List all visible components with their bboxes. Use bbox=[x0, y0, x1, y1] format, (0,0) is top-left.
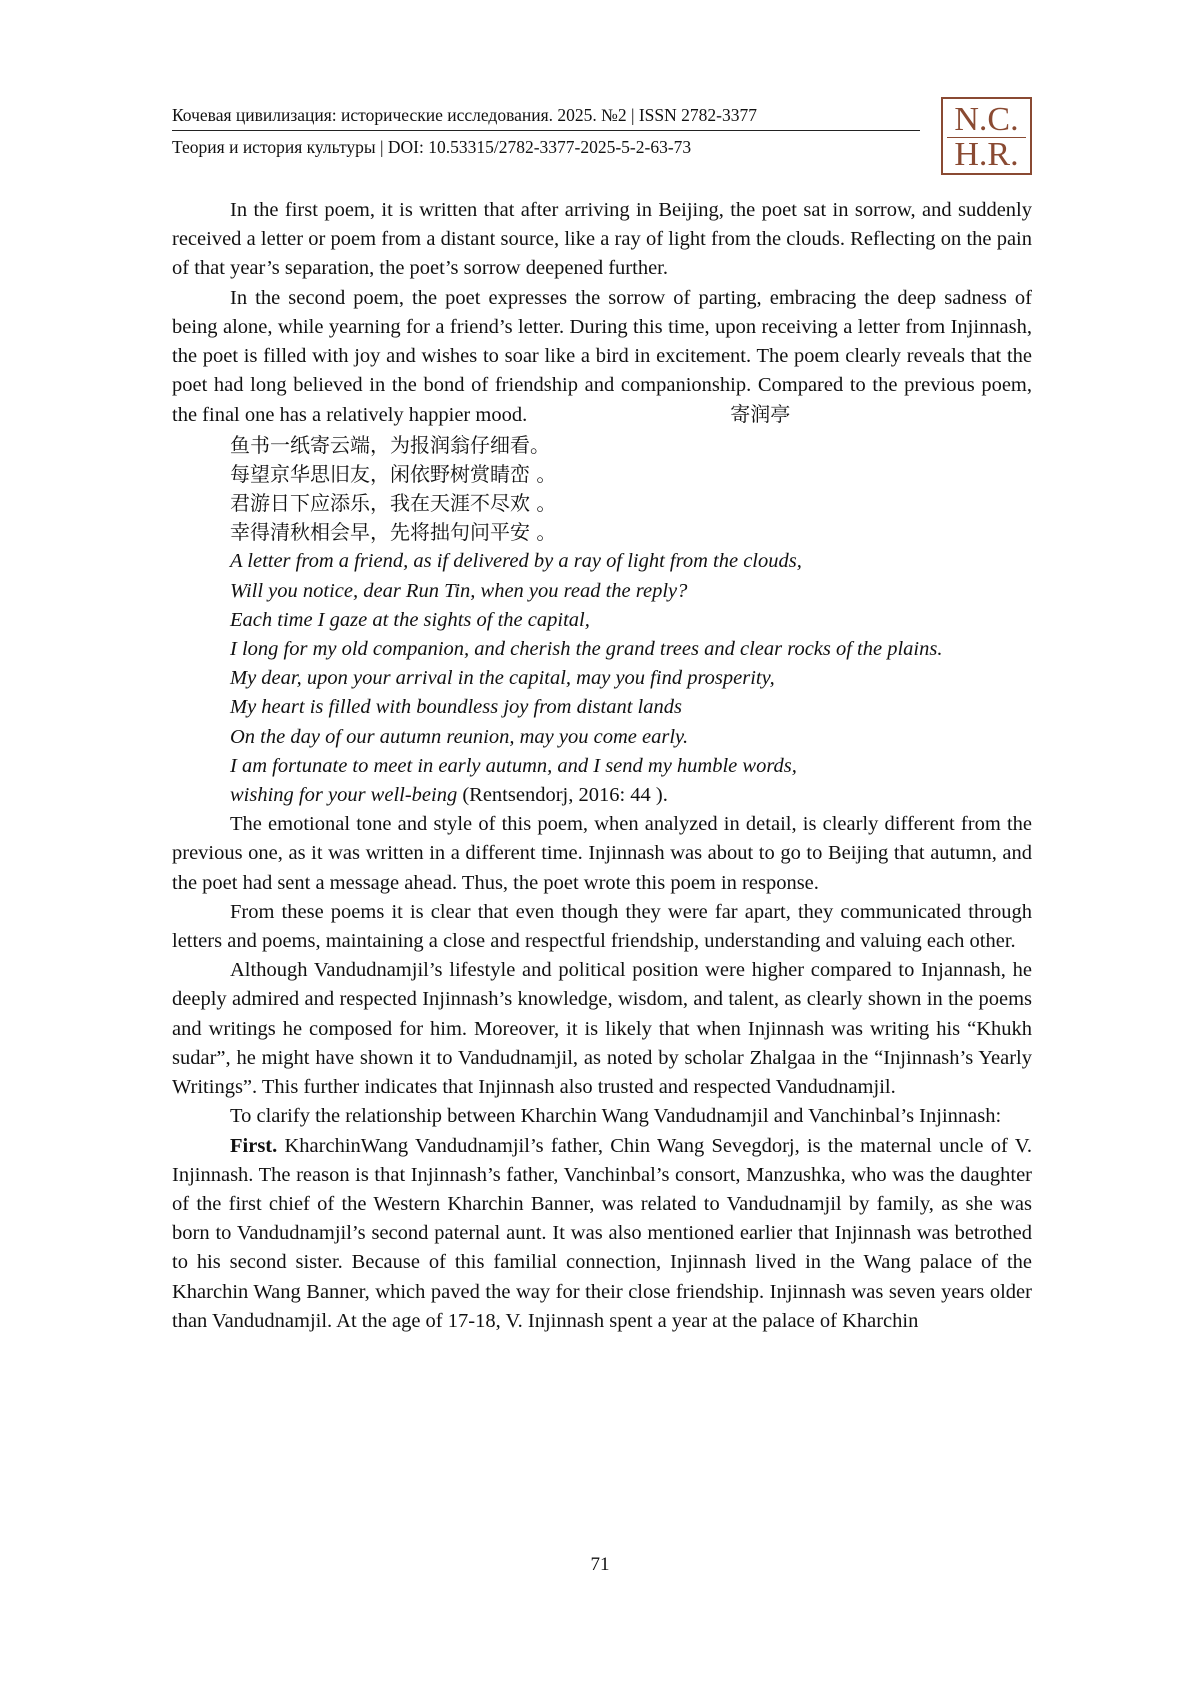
poem-en-line: Each time I gaze at the sights of the capital, bbox=[230, 608, 590, 631]
journal-logo bbox=[941, 97, 1032, 175]
poem-en-line: I am fortunate to meet in early autumn, and I send my humble words, bbox=[230, 754, 797, 777]
paragraph-admiration: Although Vandudnamjil’s lifestyle and political position were higher compared to Injannash, he deeply admired and respected Injinnash’s knowledge, wisdom, and talent, as clearly shown in the poems and writings he composed for him. Moreover, it is likely that when Injinnash was writing his “Khukh sudar”, he might have shown it to Vandudnamjil, as noted by scholar Zhalgaa in the “Injinnash’s Yearly Writings”. This further indicates that Injinnash also trusted and respected Vandudnamjil. bbox=[172, 959, 1032, 1099]
poem-en-line: Will you notice, dear Run Tin, when you read the reply? bbox=[230, 579, 688, 602]
paragraph-second-poem-text: In the second poem, the poet expresses the sorrow of parting, embracing the deep sadness of being alone, while yearning for a friend’s letter. During this time, upon receiving a letter from Injinnash, the poet is filled with joy and wishes to soar like a bird in excitement. The poem clearly reveals that the poet had long believed in the bond of friendship and companionship. Compared to the previous poem, the final one has a relatively happier mood. bbox=[172, 286, 1032, 427]
running-header bbox=[172, 102, 920, 160]
paragraph-first-point bbox=[172, 1132, 1032, 1336]
journal-title-line: Кочевая цивилизация: исторические исследования. 2025. №2 | ISSN 2782-3377 bbox=[172, 105, 757, 125]
paragraph-emotional-tone: The emotional tone and style of this poem, when analyzed in detail, is clearly different from the previous one, as it was written in a different time. Injinnash was about to go to Beijing that autumn, and the poet had sent a message ahead. Thus, the poet wrote this poem in response. bbox=[172, 813, 1032, 894]
logo-text-bottom: H.R. bbox=[954, 136, 1019, 173]
poem-chinese bbox=[172, 431, 1032, 548]
poem-en-line: wishing for your well-being bbox=[230, 784, 458, 807]
poem-title-chinese: 寄润亭 bbox=[730, 402, 791, 427]
poem-citation: (Rentsendorj, 2016: 44 ). bbox=[457, 784, 668, 807]
paragraph-relationship-intro: To clarify the relationship between Kharchin Wang Vandudnamjil and Vanchinbal’s Injinnash: bbox=[230, 1105, 1002, 1128]
poem-en-line: My heart is filled with boundless joy from distant lands bbox=[230, 696, 682, 719]
poem-en-line: A letter from a friend, as if delivered by a ray of light from the clouds, bbox=[230, 550, 802, 573]
poem-en-line: My dear, upon your arrival in the capital, may you find prosperity, bbox=[230, 667, 775, 690]
poem-en-line: On the day of our autumn reunion, may you come early. bbox=[230, 725, 689, 748]
logo-text-top: N.C. bbox=[954, 101, 1019, 138]
paragraph-first-poem: In the first poem, it is written that after arriving in Beijing, the poet sat in sorrow, and suddenly received a letter or poem from a distant source, like a ray of light from the clouds. Reflecting on the pain of that year’s separation, the poet’s sorrow deepened further. bbox=[172, 199, 1032, 280]
poem-en-last-line bbox=[172, 781, 1032, 810]
section-doi-line: Теория и история культуры | DOI: 10.53315/2782-3377-2025-5-2-63-73 bbox=[172, 137, 692, 157]
first-point-text: KharchinWang Vandudnamjil’s father, Chin Wang Sevegdorj, is the maternal uncle of V. Injinnash. The reason is that Injinnash’s father, Vanchinbal’s consort, Manzushka, who was the daughter of the first chief of the Western Kharchin Banner, was related to Vandudnamjil by family, as she was born to Vandudnamjil’s second paternal aunt. It was also mentioned earlier that Injinnash was betrothed to his second sister. Because of this familial connection, Injinnash lived in the Wang palace of the Kharchin Wang Banner, which paved the way for their close friendship. Injinnash was seven years older than Vandudnamjil. At the age of 17-18, V. Injinnash spent a year at the palace of Kharchin bbox=[172, 1134, 1032, 1332]
paragraph-second-poem bbox=[172, 284, 1032, 431]
poem-zh-line: 幸得清秋相会早，先将拙句问平安 。 bbox=[230, 520, 557, 545]
first-point-label: First. bbox=[230, 1134, 278, 1157]
paragraph-communication: From these poems it is clear that even though they were far apart, they communicated through letters and poems, maintaining a close and respectful friendship, understanding and valuing each other. bbox=[172, 900, 1032, 953]
article-body bbox=[172, 196, 1032, 1336]
header-divider bbox=[172, 130, 920, 131]
page-number: 71 bbox=[590, 1554, 610, 1575]
poem-zh-line: 每望京华思旧友，闲依野树赏睛峦 。 bbox=[230, 461, 557, 486]
poem-english bbox=[172, 547, 1032, 810]
poem-zh-line: 鱼书一纸寄云端，为报润翁仔细看。 bbox=[230, 432, 550, 457]
poem-en-line: I long for my old companion, and cherish the grand trees and clear rocks of the plains. bbox=[230, 638, 943, 661]
poem-zh-line: 君游日下应添乐，我在天涯不尽欢 。 bbox=[230, 491, 557, 516]
